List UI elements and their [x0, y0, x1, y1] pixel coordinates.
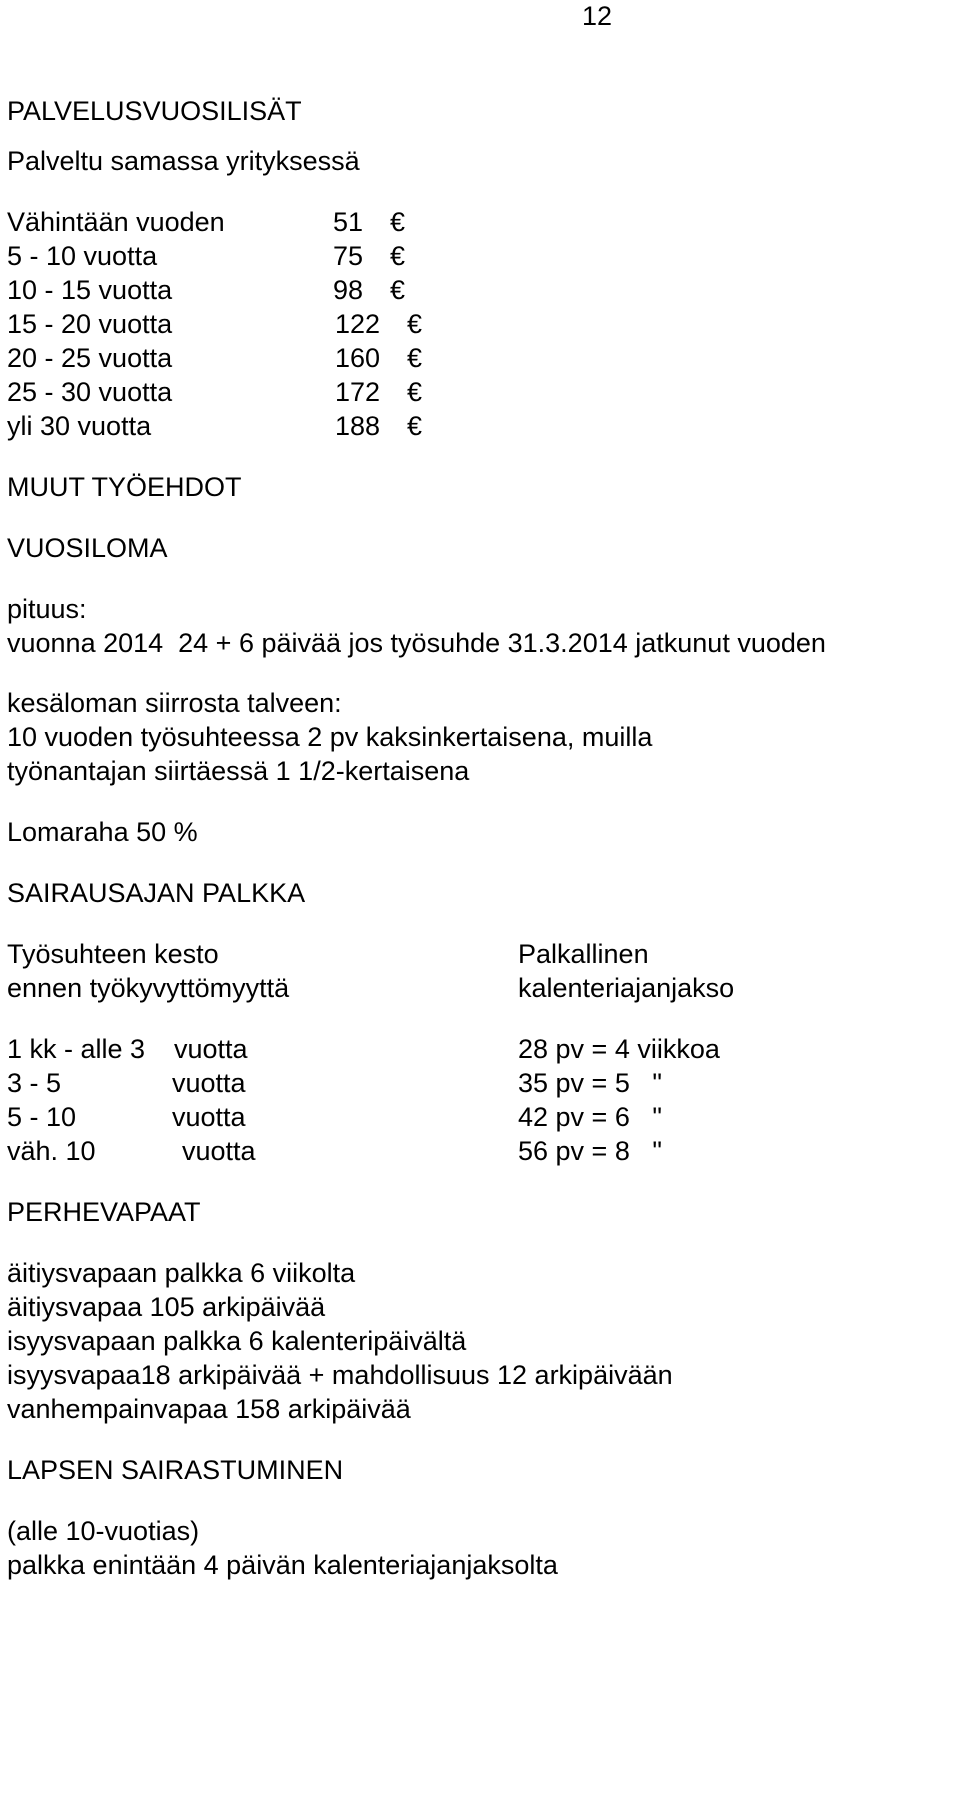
bonus-row-amount: 160	[334, 343, 380, 373]
holiday-pay: Lomaraha 50 %	[7, 817, 198, 847]
sick-pay-col1-header: ennen työkyvyttömyyttä	[7, 973, 290, 1003]
euro-symbol: €	[407, 343, 423, 373]
child-illness-title: LAPSEN SAIRASTUMINEN	[7, 1455, 344, 1485]
bonus-row-label: yli 30 vuotta	[7, 411, 152, 441]
sick-pay-unit: vuotta	[172, 1102, 246, 1132]
bonus-row-label: 5 - 10 vuotta	[7, 241, 158, 271]
sick-pay-days: 28 pv = 4 viikkoa	[518, 1034, 720, 1064]
sick-pay-unit: vuotta	[174, 1034, 248, 1064]
list-item: äitiysvapaan palkka 6 viikolta	[7, 1258, 356, 1288]
sick-pay-days: 42 pv = 6 "	[518, 1102, 662, 1132]
bonus-row-amount: 75	[332, 241, 363, 271]
other-terms-title: MUUT TYÖEHDOT	[7, 472, 242, 502]
sick-pay-unit: vuotta	[172, 1068, 246, 1098]
sick-pay-range: väh. 10	[7, 1136, 96, 1166]
sick-pay-days: 56 pv = 8 "	[518, 1136, 662, 1166]
sick-pay-range: 1 kk - alle 3	[7, 1034, 146, 1064]
vacation-transfer-line: 10 vuoden työsuhteessa 2 pv kaksinkertaisena, muilla	[7, 722, 653, 752]
sick-pay-col2-header: Palkallinen	[518, 939, 649, 969]
sick-pay-col2-header: kalenteriajanjakso	[518, 973, 735, 1003]
sick-pay-col1-header: Työsuhteen kesto	[7, 939, 219, 969]
bonus-subtitle: Palveltu samassa yrityksessä	[7, 146, 360, 176]
sick-pay-title: SAIRAUSAJAN PALKKA	[7, 878, 306, 908]
sick-pay-range: 5 - 10	[7, 1102, 77, 1132]
euro-symbol: €	[390, 275, 406, 305]
vacation-length-label: pituus:	[7, 594, 87, 624]
bonus-row-label: 10 - 15 vuotta	[7, 275, 173, 305]
euro-symbol: €	[390, 241, 406, 271]
bonus-row-label: 15 - 20 vuotta	[7, 309, 173, 339]
vacation-length-text: vuonna 2014 24 + 6 päivää jos työsuhde 31.3.2014 jatkunut vuoden	[7, 628, 826, 658]
euro-symbol: €	[390, 207, 406, 237]
sick-pay-range: 3 - 5	[7, 1068, 62, 1098]
bonus-row-amount: 51	[332, 207, 363, 237]
bonus-section-title: PALVELUSVUOSILISÄT	[7, 96, 302, 126]
child-illness-line: palkka enintään 4 päivän kalenteriajanjaksolta	[7, 1550, 558, 1580]
list-item: isyysvapaa18 arkipäivää + mahdollisuus 12 arkipäivään	[7, 1360, 673, 1390]
vacation-title: VUOSILOMA	[7, 533, 168, 563]
bonus-row-label: 25 - 30 vuotta	[7, 377, 173, 407]
bonus-row-label: 20 - 25 vuotta	[7, 343, 173, 373]
bonus-row-amount: 98	[332, 275, 363, 305]
vacation-transfer-label: kesäloman siirrosta talveen:	[7, 688, 342, 718]
bonus-row-amount: 172	[334, 377, 380, 407]
list-item: äitiysvapaa 105 arkipäivää	[7, 1292, 326, 1322]
list-item: vanhempainvapaa 158 arkipäivää	[7, 1394, 411, 1424]
family-leave-title: PERHEVAPAAT	[7, 1197, 201, 1227]
sick-pay-unit: vuotta	[182, 1136, 256, 1166]
vacation-transfer-line: työnantajan siirtäessä 1 1/2-kertaisena	[7, 756, 470, 786]
bonus-row-label: Vähintään vuoden	[7, 207, 225, 237]
bonus-row-amount: 122	[334, 309, 380, 339]
bonus-row-amount: 188	[334, 411, 380, 441]
list-item: isyysvapaan palkka 6 kalenteripäivältä	[7, 1326, 467, 1356]
euro-symbol: €	[407, 309, 423, 339]
page-number: 12	[582, 1, 613, 31]
euro-symbol: €	[407, 411, 423, 441]
euro-symbol: €	[407, 377, 423, 407]
child-illness-line: (alle 10-vuotias)	[7, 1516, 200, 1546]
sick-pay-days: 35 pv = 5 "	[518, 1068, 662, 1098]
